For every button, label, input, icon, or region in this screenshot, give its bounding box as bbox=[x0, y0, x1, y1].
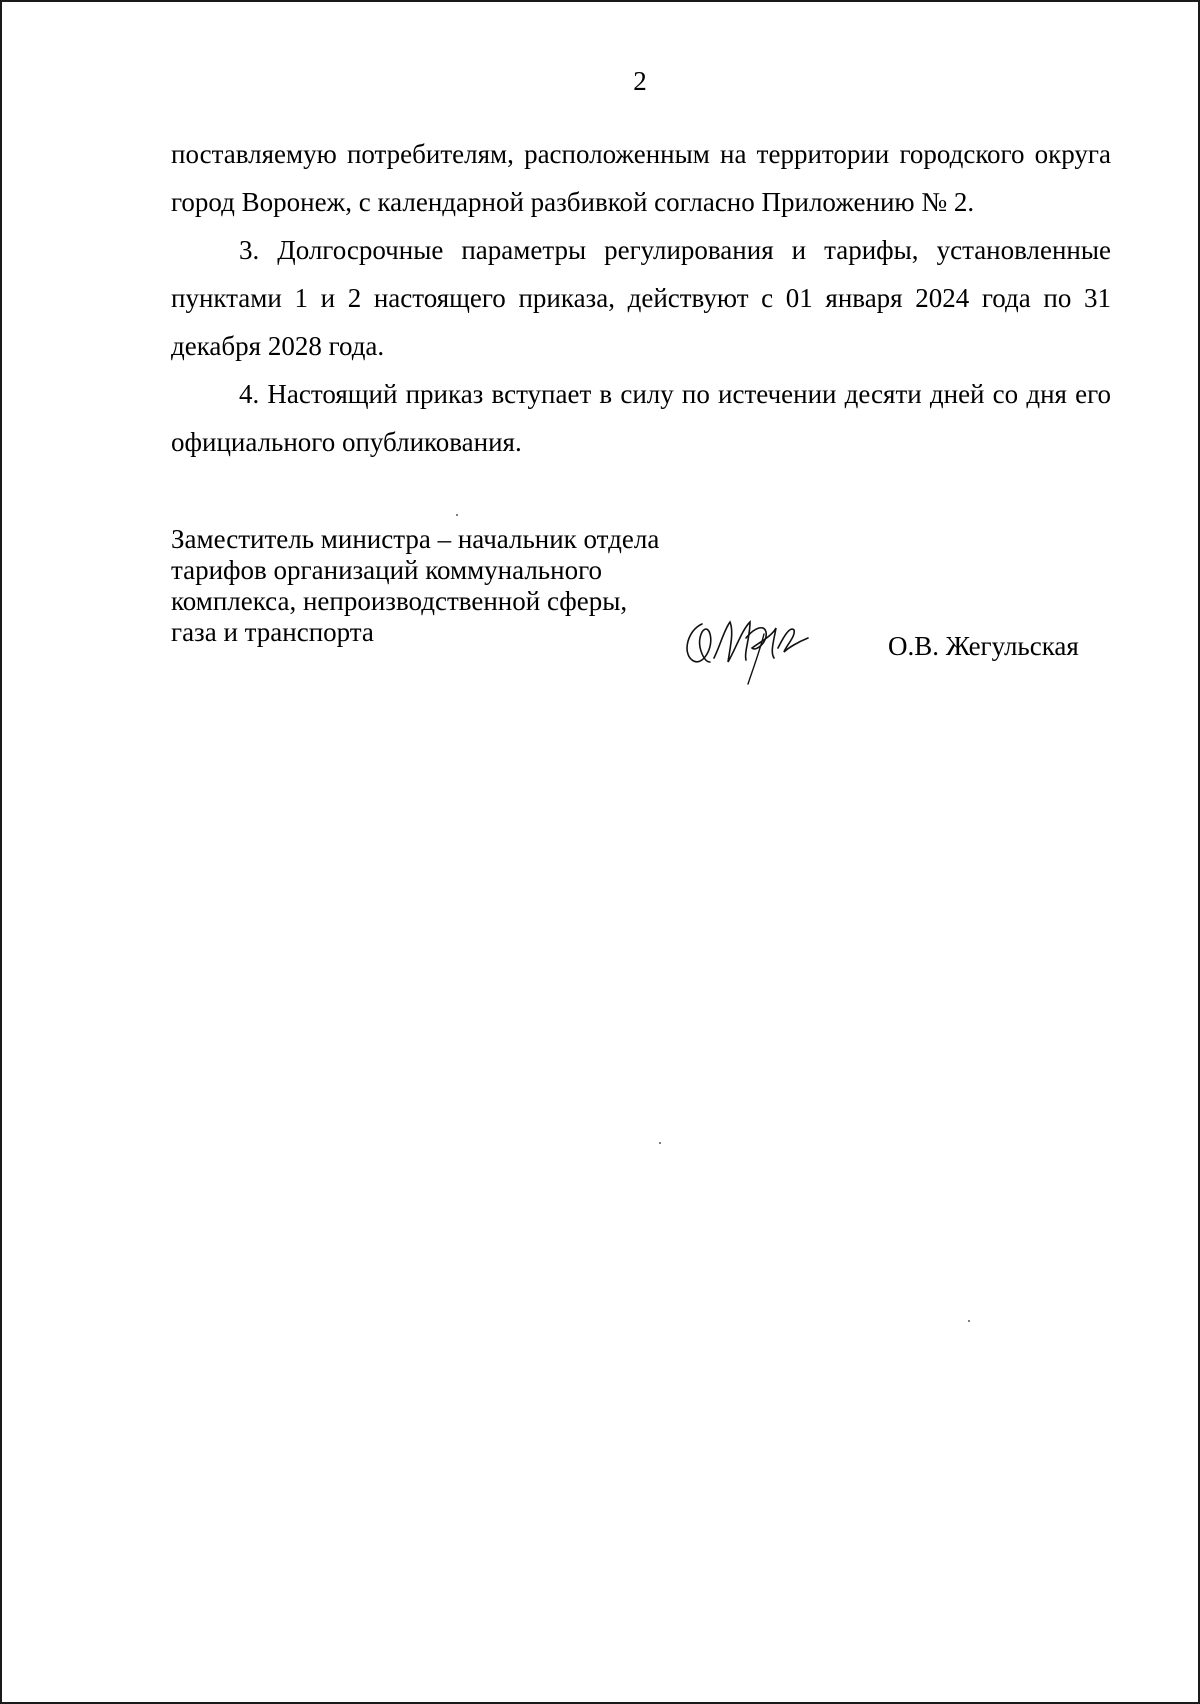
paragraph-item-4: 4. Настоящий приказ вступает в силу по истечении десяти дней со дня его официального опубликования. bbox=[171, 379, 1111, 457]
paragraph-continuation: поставляемую потребителям, расположенным на территории городского округа город Воронеж, с календарной разбивкой согласно Приложению № 2. bbox=[171, 139, 1111, 217]
page-number: 2 bbox=[633, 66, 647, 96]
scan-border-left bbox=[0, 0, 2, 1704]
position-line: газа и транспорта bbox=[171, 617, 374, 647]
signer-name: О.В. Жегульская bbox=[888, 631, 1079, 661]
position-line: Заместитель министра – начальник отдела bbox=[171, 524, 660, 554]
scan-speck bbox=[968, 1320, 970, 1322]
position-line: комплекса, непроизводственной сферы, bbox=[171, 586, 628, 616]
position-line: тарифов организаций коммунального bbox=[171, 555, 602, 585]
scan-speck bbox=[456, 514, 458, 516]
scan-border-top bbox=[0, 0, 1200, 2]
signatory-position bbox=[171, 524, 731, 648]
scan-speck bbox=[659, 1142, 661, 1144]
paragraph-item-3: 3. Долгосрочные параметры регулирования и тарифы, установленные пунктами 1 и 2 настоящего приказа, действуют с 01 января 2024 года по 31 декабря 2028 года. bbox=[171, 235, 1111, 361]
handwritten-signature bbox=[680, 608, 830, 688]
document-body bbox=[171, 130, 1111, 466]
